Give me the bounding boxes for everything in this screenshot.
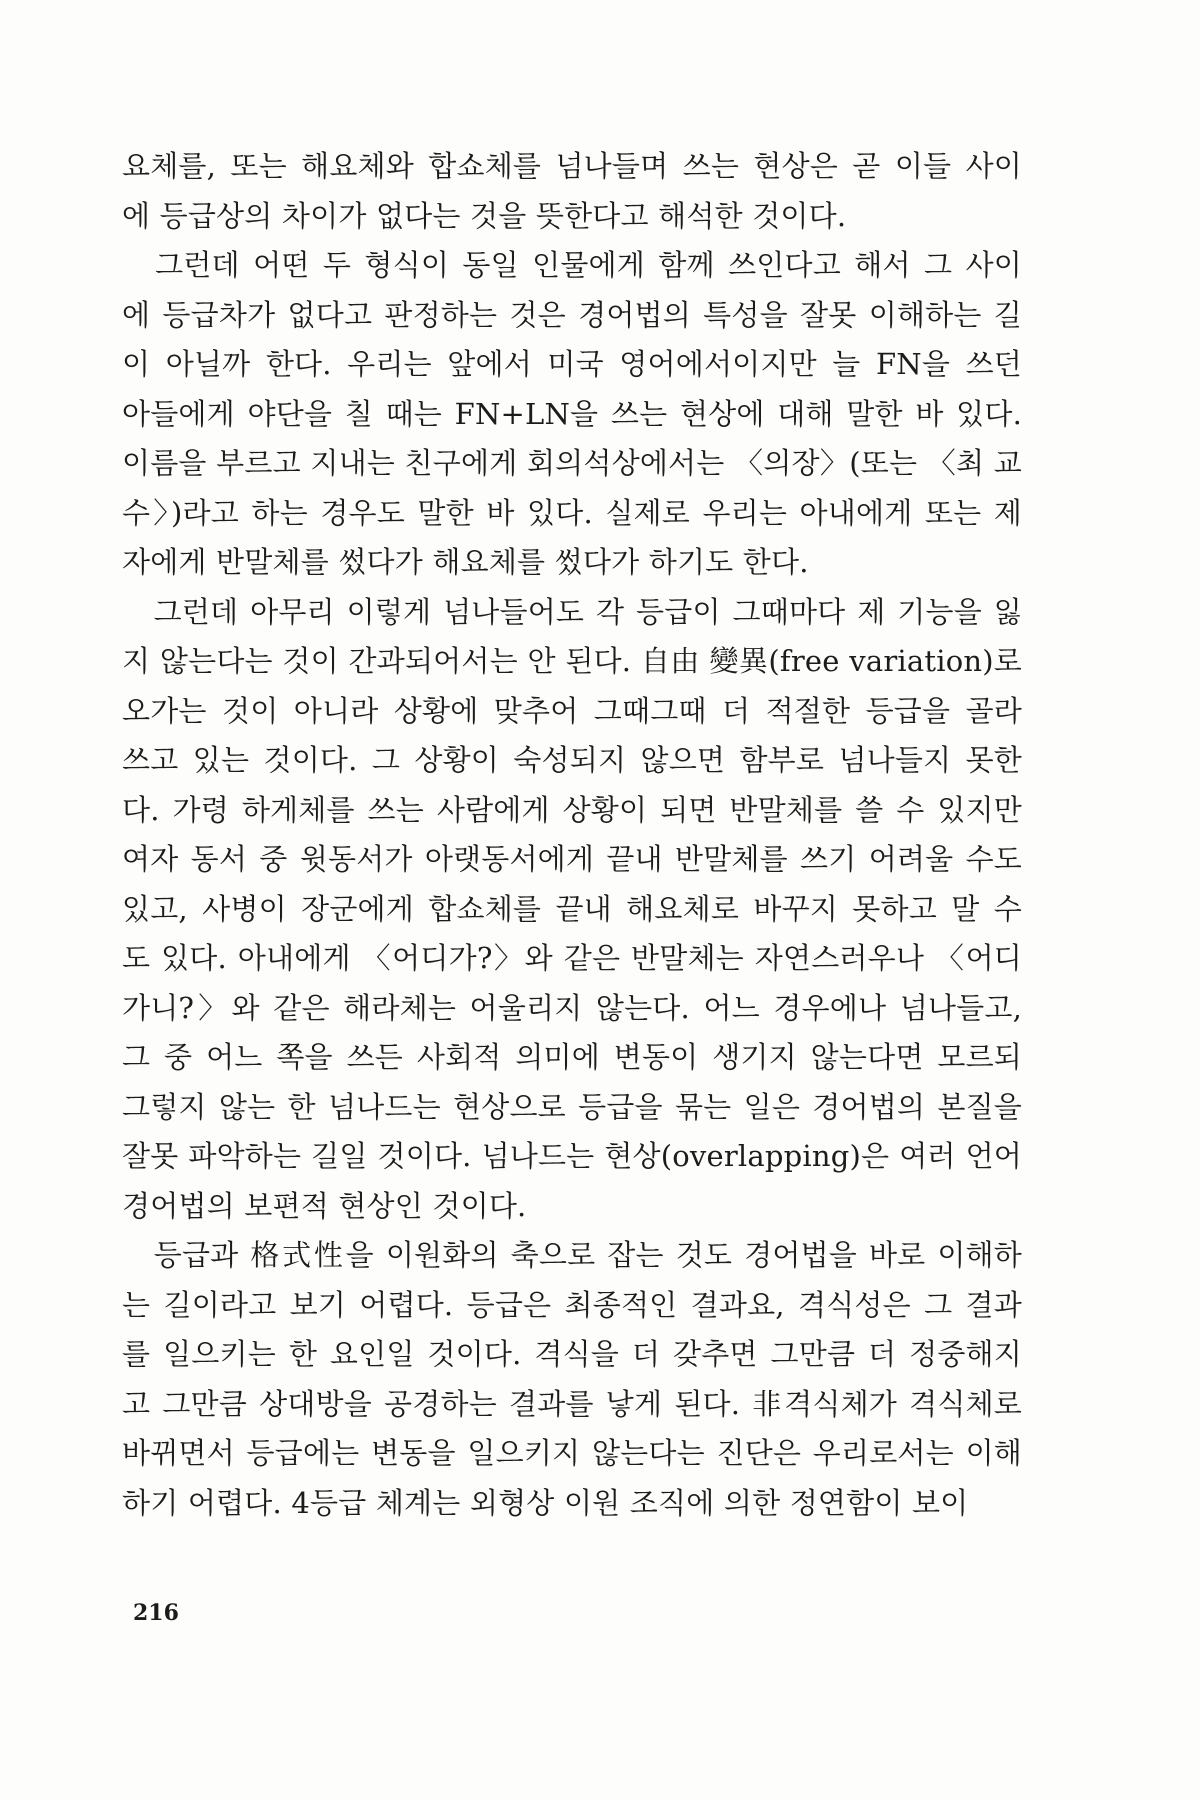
text-line: 자에게 반말체를 썼다가 해요체를 썼다가 하기도 한다. [122, 545, 809, 579]
text-line: 에 등급차가 없다고 판정하는 것은 경어법의 특성을 잘못 이해하는 길 [122, 297, 1022, 332]
text-line: 가니?〉와 같은 해라체는 어울리지 않는다. 어느 경우에나 넘나들고, [122, 990, 1022, 1025]
body-text [122, 142, 1022, 1528]
paragraph-3 [122, 588, 1022, 1232]
text-line: 이름을 부르고 지내는 친구에게 회의석상에서는 〈의장〉(또는 〈최 교 [122, 446, 1022, 480]
paragraph-4 [122, 1231, 1022, 1528]
text-line: 있고, 사병이 장군에게 합쇼체를 끝내 해요체로 바꾸지 못하고 말 수 [122, 891, 1022, 926]
text-line: 이 아닐까 한다. 우리는 앞에서 미국 영어에서이지만 늘 FN을 쓰던 [122, 347, 1022, 381]
paragraph-1 [122, 142, 1022, 241]
text-line: 오가는 것이 아니라 상황에 맞추어 그때그때 더 적절한 등급을 골라 [122, 693, 1022, 728]
text-line: 등급과 格式性을 이원화의 축으로 잡는 것도 경어법을 바로 이해하 [122, 1238, 1022, 1272]
text-line: 는 길이라고 보기 어렵다. 등급은 최종적인 결과요, 격식성은 그 결과 [122, 1287, 1022, 1322]
text-line: 고 그만큼 상대방을 공경하는 결과를 낳게 된다. 非격식체가 격식체로 [122, 1386, 1022, 1421]
text-line: 그런데 어떤 두 형식이 동일 인물에게 함께 쓰인다고 해서 그 사이 [122, 248, 1022, 282]
text-line: 쓰고 있는 것이다. 그 상황이 숙성되지 않으면 함부로 넘나들지 못한 [122, 743, 1022, 777]
text-line: 를 일으키는 한 요인일 것이다. 격식을 더 갖추면 그만큼 더 정중해지 [122, 1337, 1022, 1371]
text-line: 아들에게 야단을 칠 때는 FN+LN을 쓰는 현상에 대해 말한 바 있다. [122, 396, 1022, 431]
text-line: 요체를, 또는 해요체와 합쇼체를 넘나들며 쓰는 현상은 곧 이들 사이 [122, 149, 1022, 183]
text-line: 여자 동서 중 윗동서가 아랫동서에게 끝내 반말체를 쓰기 어려울 수도 [122, 842, 1022, 876]
text-line: 그 중 어느 쪽을 쓰든 사회적 의미에 변동이 생기지 않는다면 모르되 [122, 1040, 1022, 1074]
text-line: 수〉)라고 하는 경우도 말한 바 있다. 실제로 우리는 아내에게 또는 제 [122, 495, 1022, 530]
text-line: 바뀌면서 등급에는 변동을 일으키지 않는다는 진단은 우리로서는 이해 [122, 1436, 1022, 1470]
text-line: 다. 가령 하게체를 쓰는 사람에게 상황이 되면 반말체를 쓸 수 있지만 [122, 792, 1022, 827]
text-line: 지 않는다는 것이 간과되어서는 안 된다. 自由 變異(free variation)로 [122, 644, 1022, 678]
page-number: 216 [133, 1600, 179, 1626]
text-line: 에 등급상의 차이가 없다는 것을 뜻한다고 해석한 것이다. [122, 198, 847, 233]
text-line: 그렇지 않는 한 넘나드는 현상으로 등급을 묶는 일은 경어법의 본질을 [122, 1089, 1022, 1124]
text-line: 하기 어렵다. 4등급 체계는 외형상 이원 조직에 의한 정연함이 보이 [122, 1485, 969, 1520]
paragraph-2 [122, 241, 1022, 588]
text-line: 경어법의 보편적 현상인 것이다. [122, 1188, 527, 1223]
text-line: 그런데 아무리 이렇게 넘나들어도 각 등급이 그때마다 제 기능을 잃 [122, 594, 1022, 629]
text-line: 잘못 파악하는 길일 것이다. 넘나드는 현상(overlapping)은 여러 언어 [122, 1139, 1022, 1173]
text-line: 도 있다. 아내에게 〈어디가?〉와 같은 반말체는 자연스러우나 〈어디 [122, 941, 1022, 975]
